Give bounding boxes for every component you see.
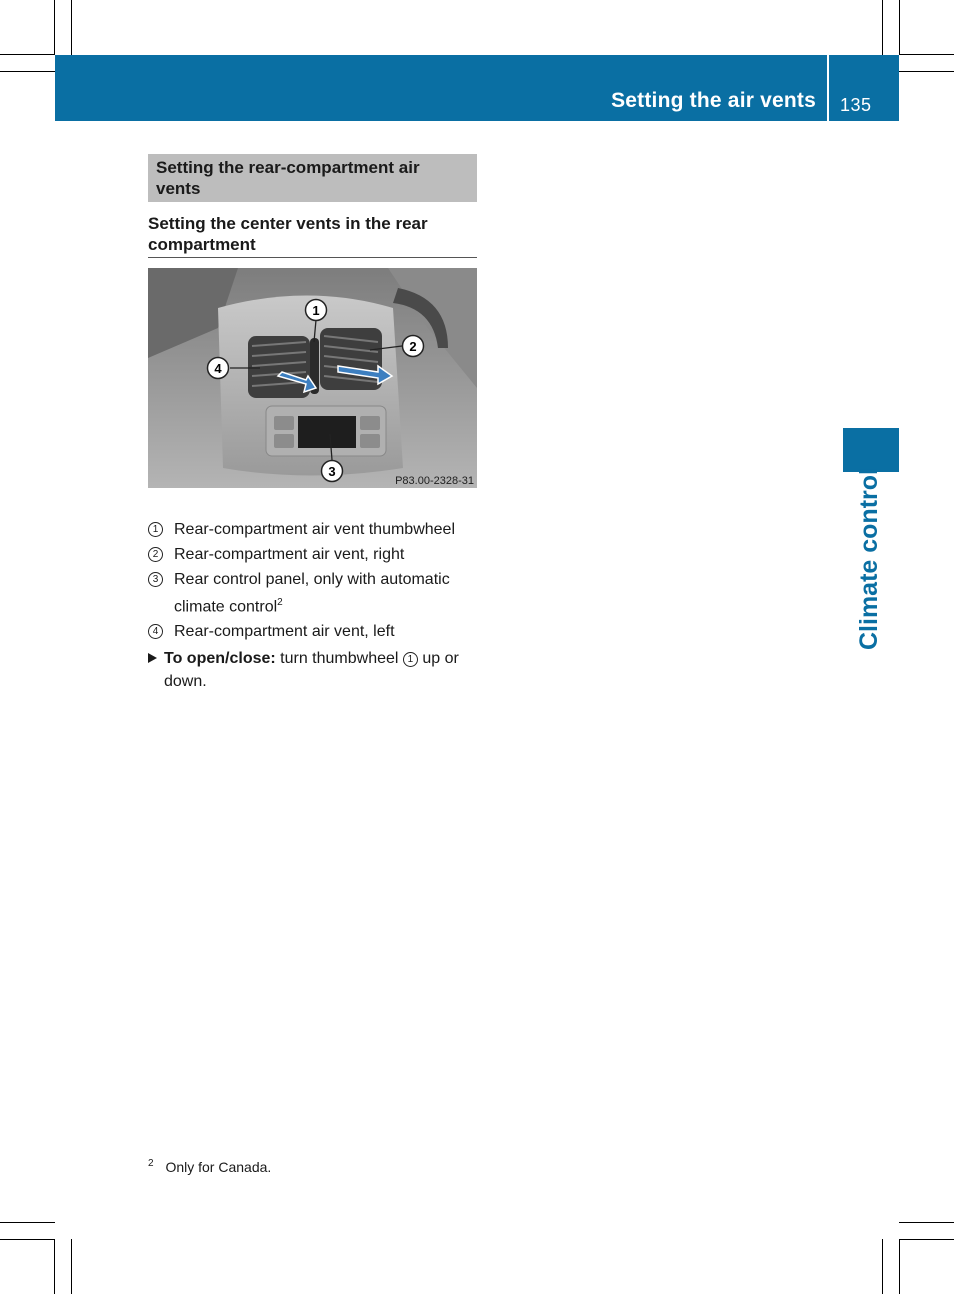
crop-mark	[882, 1239, 883, 1294]
instruction-text-end: up or down.	[164, 650, 459, 690]
legend-text: Rear-compartment air vent thumbwheel	[174, 521, 456, 538]
callout-3	[322, 461, 343, 482]
footnote-ref: 2	[277, 597, 283, 608]
instruction-label: To open/close:	[164, 650, 276, 667]
legend-number: 4	[148, 624, 163, 639]
callout-1	[306, 300, 327, 321]
crop-mark	[899, 1222, 954, 1223]
rear-vent-photo	[148, 268, 477, 488]
legend-text: Rear-compartment air vent, left	[174, 623, 395, 641]
header-divider	[827, 55, 829, 121]
crop-mark	[0, 1222, 55, 1223]
legend-text: Rear-compartment air vent, right	[174, 546, 405, 563]
page-title: Setting the air vents	[611, 89, 816, 112]
crop-mark	[882, 0, 883, 55]
legend-item	[148, 620, 478, 643]
sub-heading-rule	[148, 257, 477, 258]
page-number: 135	[840, 95, 872, 115]
footnote-number: 2	[148, 1158, 154, 1169]
svg-text:1: 1	[312, 303, 320, 318]
instruction-text: turn thumbwheel	[275, 650, 403, 667]
footnote	[148, 1158, 271, 1175]
inline-callout: 1	[403, 652, 418, 667]
legend-number: 2	[148, 547, 163, 562]
callout-2	[403, 336, 424, 357]
crop-mark	[899, 1239, 954, 1240]
legend-item	[148, 568, 478, 618]
legend-item	[148, 518, 478, 541]
step-arrow-icon	[148, 653, 157, 663]
section-title: Setting the rear-compartment air vents	[156, 158, 420, 198]
crop-mark	[0, 1239, 55, 1240]
crop-mark	[899, 71, 954, 72]
crop-mark	[71, 1239, 72, 1294]
crop-mark	[0, 54, 55, 55]
legend-text: Rear control panel, only with automatic climate control	[174, 571, 450, 616]
crop-mark	[899, 54, 954, 55]
svg-text:3: 3	[328, 464, 336, 479]
svg-text:4: 4	[214, 361, 222, 376]
chapter-label: Climate control	[855, 468, 883, 650]
crop-mark	[899, 1239, 900, 1294]
legend-list	[148, 518, 478, 645]
legend-number: 3	[148, 572, 163, 587]
rear-vent-illustration	[148, 268, 477, 488]
crop-mark	[71, 0, 72, 55]
callout-4	[208, 358, 229, 379]
crop-mark	[54, 1239, 55, 1294]
footnote-text: Only for Canada.	[165, 1158, 272, 1175]
crop-mark	[899, 0, 900, 55]
sub-heading: Setting the center vents in the rear compartment	[148, 214, 428, 254]
svg-text:2: 2	[409, 339, 417, 354]
instruction-step	[148, 647, 478, 693]
figure-code: P83.00-2328-31	[395, 475, 474, 487]
legend-number: 1	[148, 522, 163, 537]
legend-item	[148, 543, 478, 566]
crop-mark	[54, 0, 55, 55]
crop-mark	[0, 71, 55, 72]
